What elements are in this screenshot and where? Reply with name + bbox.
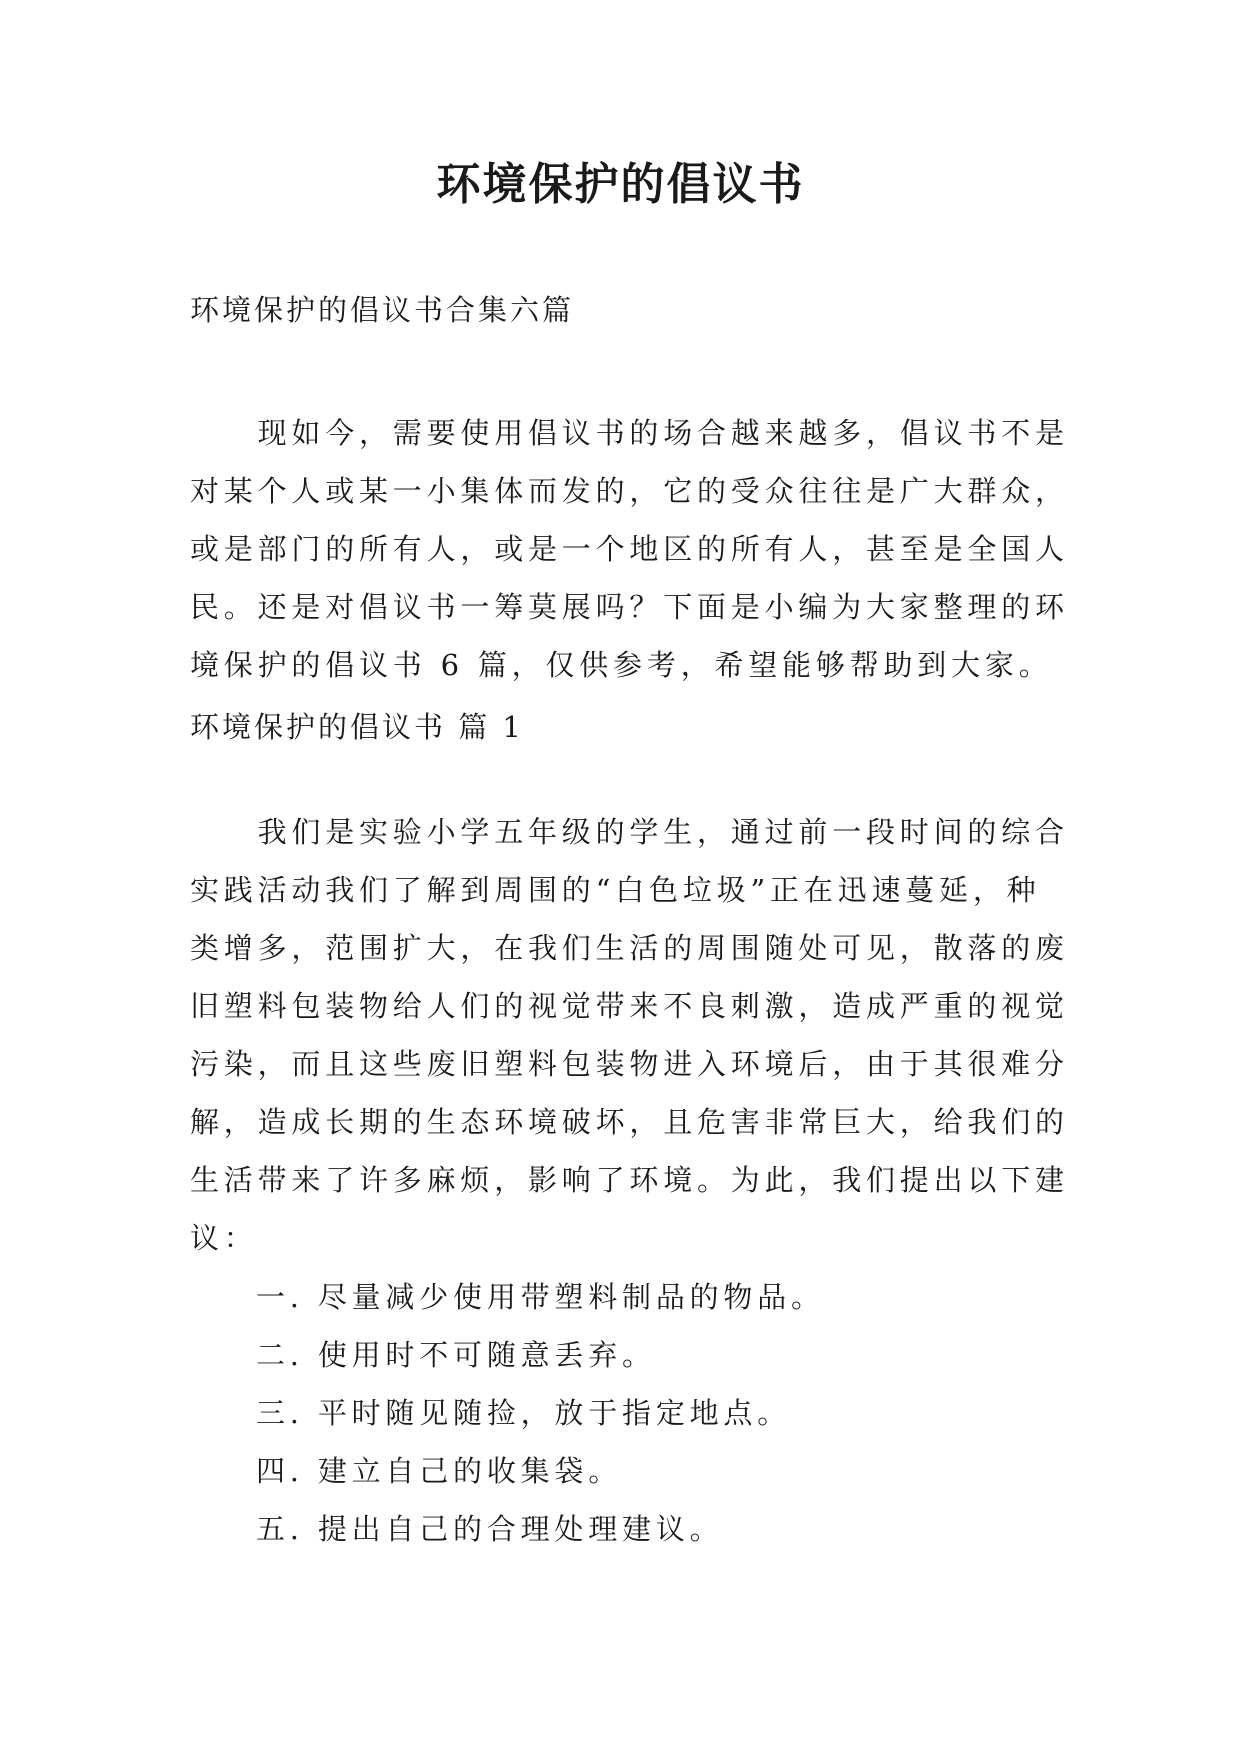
text-line: 我们是实验小学五年级的学生，通过前一段时间的综合 xyxy=(190,815,1069,849)
intro-paragraph xyxy=(190,404,1070,694)
text-line: 议： xyxy=(190,1221,258,1255)
text-line: 解，造成长期的生态环境破坏，且危害非常巨大，给我们的 xyxy=(190,1105,1069,1139)
list-item: 五. 提出自己的合理处理建议。 xyxy=(256,1512,724,1546)
text-line: 民。还是对倡议书一筹莫展吗？下面是小编为大家整理的环 xyxy=(190,590,1069,624)
text-line: 污染，而且这些废旧塑料包装物进入环境后，由于其很难分 xyxy=(190,1047,1069,1081)
section-heading: 环境保护的倡议书 篇 1 xyxy=(190,710,524,744)
text-line: 或是部门的所有人，或是一个地区的所有人，甚至是全国人 xyxy=(190,532,1069,566)
text-line: 生活带来了许多麻烦，影响了环境。为此，我们提出以下建 xyxy=(190,1163,1069,1197)
list-item: 一. 尽量减少使用带塑料制品的物品。 xyxy=(256,1280,825,1314)
document-subtitle: 环境保护的倡议书合集六篇 xyxy=(190,293,575,327)
suggestion-list xyxy=(256,1268,825,1558)
text-line: 现如今，需要使用倡议书的场合越来越多，倡议书不是 xyxy=(190,416,1069,450)
list-item: 二. 使用时不可随意丢弃。 xyxy=(256,1338,656,1372)
text-line: 对某个人或某一小集体而发的，它的受众往往是广大群众， xyxy=(190,474,1069,508)
list-item: 四. 建立自己的收集袋。 xyxy=(256,1454,623,1488)
list-item: 三. 平时随见随捡，放于指定地点。 xyxy=(256,1396,792,1430)
text-line: 类增多，范围扩大，在我们生活的周围随处可见，散落的废 xyxy=(190,931,1069,965)
text-line: 实践活动我们了解到周围的“白色垃圾”正在迅速蔓延，种 xyxy=(190,873,1041,907)
text-line: 旧塑料包装物给人们的视觉带来不良刺激，造成严重的视觉 xyxy=(190,989,1069,1023)
text-line: 境保护的倡议书 6 篇，仅供参考，希望能够帮助到大家。 xyxy=(190,648,1053,682)
page-title: 环境保护的倡议书 xyxy=(436,159,805,210)
part1-paragraph xyxy=(190,803,1070,1267)
